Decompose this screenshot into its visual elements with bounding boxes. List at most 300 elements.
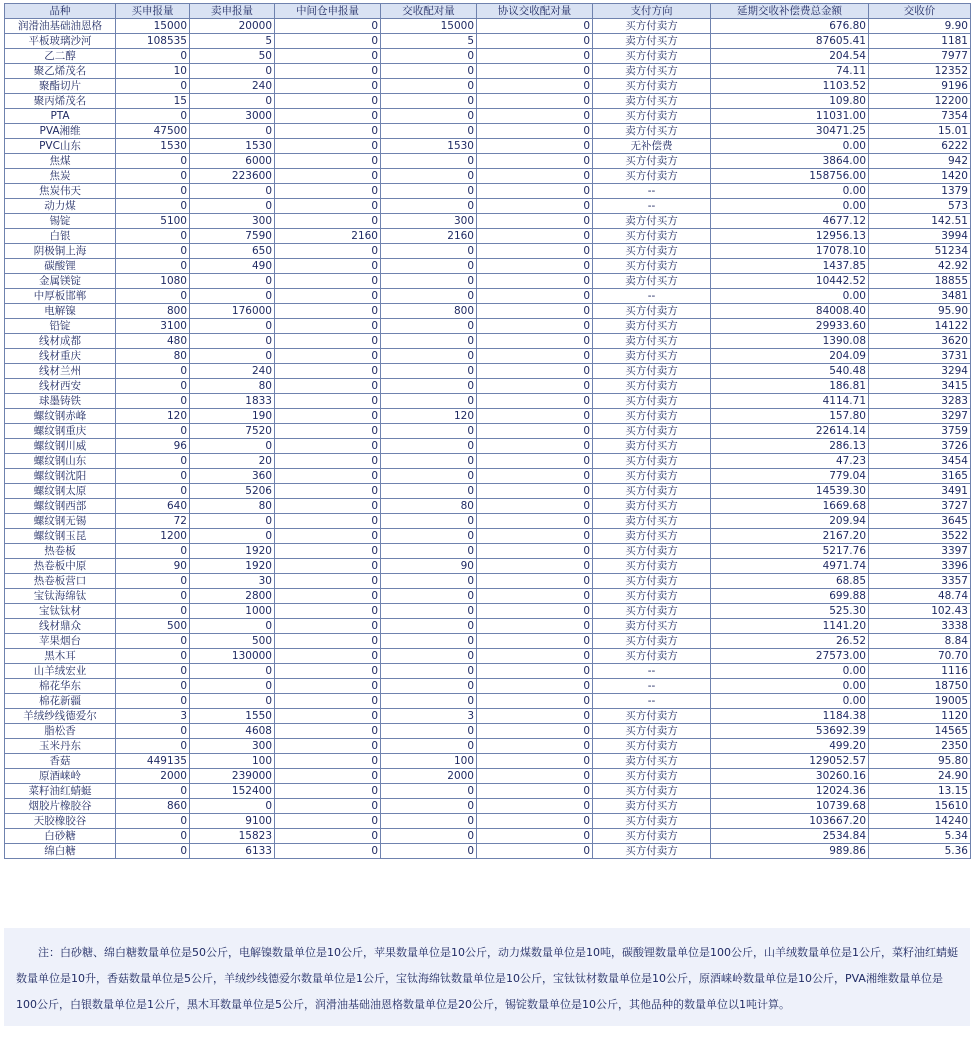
cell-delivery-price: 14122 (869, 319, 971, 334)
cell-sell-declared: 0 (190, 694, 275, 709)
cell-agreement-matched: 0 (477, 709, 593, 724)
cell-intermediate-declared: 0 (275, 499, 381, 514)
cell-compensation-total: 109.80 (711, 94, 869, 109)
cell-intermediate-declared: 0 (275, 484, 381, 499)
cell-variety: 阴极铜上海 (5, 244, 116, 259)
cell-sell-declared: 0 (190, 64, 275, 79)
cell-variety: PVC山东 (5, 139, 116, 154)
cell-delivery-matched: 0 (381, 829, 477, 844)
cell-compensation-total: 87605.41 (711, 34, 869, 49)
cell-delivery-matched: 0 (381, 694, 477, 709)
cell-delivery-matched: 0 (381, 784, 477, 799)
cell-intermediate-declared: 0 (275, 469, 381, 484)
cell-compensation-total: 1141.20 (711, 619, 869, 634)
cell-buy-declared: 47500 (116, 124, 190, 139)
cell-buy-declared: 860 (116, 799, 190, 814)
table-row (5, 154, 971, 169)
cell-agreement-matched: 0 (477, 634, 593, 649)
cell-buy-declared: 1530 (116, 139, 190, 154)
cell-compensation-total: 0.00 (711, 694, 869, 709)
cell-variety: 白砂糖 (5, 829, 116, 844)
cell-intermediate-declared: 0 (275, 709, 381, 724)
table-row (5, 484, 971, 499)
cell-payment-direction: 卖方付买方 (593, 274, 711, 289)
cell-delivery-price: 12352 (869, 64, 971, 79)
cell-delivery-price: 2350 (869, 739, 971, 754)
cell-agreement-matched: 0 (477, 544, 593, 559)
cell-compensation-total: 286.13 (711, 439, 869, 454)
cell-compensation-total: 1437.85 (711, 259, 869, 274)
cell-buy-declared: 0 (116, 724, 190, 739)
cell-delivery-matched: 0 (381, 844, 477, 859)
cell-sell-declared: 0 (190, 679, 275, 694)
cell-delivery-matched: 0 (381, 439, 477, 454)
cell-delivery-price: 15610 (869, 799, 971, 814)
table-row (5, 829, 971, 844)
cell-intermediate-declared: 0 (275, 394, 381, 409)
table-row (5, 589, 971, 604)
cell-buy-declared: 0 (116, 589, 190, 604)
cell-intermediate-declared: 0 (275, 124, 381, 139)
table-row (5, 649, 971, 664)
cell-sell-declared: 0 (190, 349, 275, 364)
cell-delivery-price: 102.43 (869, 604, 971, 619)
cell-buy-declared: 120 (116, 409, 190, 424)
cell-agreement-matched: 0 (477, 439, 593, 454)
cell-variety: 热卷板 (5, 544, 116, 559)
cell-delivery-price: 15.01 (869, 124, 971, 139)
cell-intermediate-declared: 0 (275, 814, 381, 829)
cell-variety: 原酒崃岭 (5, 769, 116, 784)
header-delivery-price: 交收价 (869, 4, 971, 19)
cell-variety: 菜籽油红蜻蜓 (5, 784, 116, 799)
table-row (5, 814, 971, 829)
cell-buy-declared: 449135 (116, 754, 190, 769)
cell-delivery-matched: 0 (381, 289, 477, 304)
header-delivery-matched: 交收配对量 (381, 4, 477, 19)
table-row (5, 139, 971, 154)
cell-agreement-matched: 0 (477, 184, 593, 199)
cell-delivery-matched: 0 (381, 544, 477, 559)
cell-compensation-total: 3864.00 (711, 154, 869, 169)
cell-agreement-matched: 0 (477, 814, 593, 829)
cell-buy-declared: 0 (116, 649, 190, 664)
cell-payment-direction: 买方付卖方 (593, 739, 711, 754)
cell-variety: 乙二醇 (5, 49, 116, 64)
cell-variety: 聚酯切片 (5, 79, 116, 94)
cell-variety: 山羊绒宏业 (5, 664, 116, 679)
cell-payment-direction: -- (593, 694, 711, 709)
cell-agreement-matched: 0 (477, 124, 593, 139)
table-row (5, 229, 971, 244)
cell-payment-direction: 买方付卖方 (593, 769, 711, 784)
cell-buy-declared: 0 (116, 634, 190, 649)
cell-delivery-matched: 0 (381, 469, 477, 484)
cell-payment-direction: 买方付卖方 (593, 484, 711, 499)
cell-buy-declared: 0 (116, 379, 190, 394)
cell-payment-direction: -- (593, 679, 711, 694)
cell-variety: 天胶橡胶谷 (5, 814, 116, 829)
cell-buy-declared: 0 (116, 289, 190, 304)
cell-delivery-price: 13.15 (869, 784, 971, 799)
cell-agreement-matched: 0 (477, 679, 593, 694)
cell-compensation-total: 27573.00 (711, 649, 869, 664)
cell-sell-declared: 7520 (190, 424, 275, 439)
cell-payment-direction: 买方付卖方 (593, 454, 711, 469)
cell-buy-declared: 0 (116, 844, 190, 859)
cell-variety: 玉米丹东 (5, 739, 116, 754)
cell-sell-declared: 300 (190, 214, 275, 229)
cell-buy-declared: 3100 (116, 319, 190, 334)
cell-intermediate-declared: 0 (275, 424, 381, 439)
cell-payment-direction: 买方付卖方 (593, 169, 711, 184)
cell-delivery-matched: 0 (381, 604, 477, 619)
table-row (5, 64, 971, 79)
cell-compensation-total: 30471.25 (711, 124, 869, 139)
cell-delivery-price: 42.92 (869, 259, 971, 274)
cell-intermediate-declared: 0 (275, 589, 381, 604)
cell-intermediate-declared: 0 (275, 529, 381, 544)
cell-variety: PVA湘维 (5, 124, 116, 139)
header-intermediate-declared: 中间仓申报量 (275, 4, 381, 19)
cell-intermediate-declared: 0 (275, 649, 381, 664)
cell-delivery-matched: 0 (381, 424, 477, 439)
table-row (5, 514, 971, 529)
table-row (5, 799, 971, 814)
cell-buy-declared: 1200 (116, 529, 190, 544)
cell-buy-declared: 0 (116, 199, 190, 214)
cell-compensation-total: 0.00 (711, 664, 869, 679)
cell-sell-declared: 0 (190, 184, 275, 199)
cell-variety: 线材兰州 (5, 364, 116, 379)
cell-payment-direction: 买方付卖方 (593, 709, 711, 724)
cell-sell-declared: 1833 (190, 394, 275, 409)
table-row (5, 199, 971, 214)
table-row (5, 544, 971, 559)
cell-payment-direction: 买方付卖方 (593, 814, 711, 829)
cell-intermediate-declared: 0 (275, 664, 381, 679)
cell-buy-declared: 2000 (116, 769, 190, 784)
cell-delivery-price: 3283 (869, 394, 971, 409)
cell-compensation-total: 14539.30 (711, 484, 869, 499)
cell-payment-direction: -- (593, 184, 711, 199)
cell-payment-direction: 无补偿费 (593, 139, 711, 154)
table-row (5, 454, 971, 469)
cell-buy-declared: 0 (116, 109, 190, 124)
table-row (5, 319, 971, 334)
table-row (5, 529, 971, 544)
table-row (5, 709, 971, 724)
cell-compensation-total: 10442.52 (711, 274, 869, 289)
header-payment-direction: 支付方向 (593, 4, 711, 19)
cell-agreement-matched: 0 (477, 244, 593, 259)
cell-delivery-price: 3727 (869, 499, 971, 514)
cell-compensation-total: 22614.14 (711, 424, 869, 439)
cell-buy-declared: 0 (116, 544, 190, 559)
cell-delivery-price: 19005 (869, 694, 971, 709)
table-row (5, 349, 971, 364)
cell-delivery-price: 3397 (869, 544, 971, 559)
cell-buy-declared: 0 (116, 574, 190, 589)
cell-delivery-matched: 0 (381, 619, 477, 634)
cell-intermediate-declared: 0 (275, 574, 381, 589)
cell-payment-direction: 买方付卖方 (593, 259, 711, 274)
cell-delivery-matched: 0 (381, 244, 477, 259)
cell-delivery-price: 6222 (869, 139, 971, 154)
cell-buy-declared: 0 (116, 169, 190, 184)
cell-payment-direction: -- (593, 289, 711, 304)
cell-buy-declared: 72 (116, 514, 190, 529)
cell-sell-declared: 100 (190, 754, 275, 769)
cell-compensation-total: 525.30 (711, 604, 869, 619)
table-row (5, 409, 971, 424)
cell-sell-declared: 0 (190, 664, 275, 679)
cell-delivery-matched: 0 (381, 154, 477, 169)
cell-agreement-matched: 0 (477, 349, 593, 364)
cell-intermediate-declared: 0 (275, 34, 381, 49)
cell-intermediate-declared: 0 (275, 64, 381, 79)
cell-compensation-total: 204.54 (711, 49, 869, 64)
table-row (5, 604, 971, 619)
cell-intermediate-declared: 0 (275, 379, 381, 394)
cell-compensation-total: 0.00 (711, 199, 869, 214)
cell-intermediate-declared: 0 (275, 274, 381, 289)
cell-payment-direction: 买方付卖方 (593, 829, 711, 844)
settlement-table (4, 3, 971, 859)
cell-intermediate-declared: 0 (275, 724, 381, 739)
cell-delivery-price: 24.90 (869, 769, 971, 784)
table-row (5, 499, 971, 514)
cell-payment-direction: 买方付卖方 (593, 544, 711, 559)
cell-agreement-matched: 0 (477, 694, 593, 709)
cell-delivery-matched: 0 (381, 64, 477, 79)
cell-delivery-matched: 0 (381, 379, 477, 394)
cell-intermediate-declared: 0 (275, 259, 381, 274)
cell-agreement-matched: 0 (477, 229, 593, 244)
cell-variety: 中厚板邯郸 (5, 289, 116, 304)
cell-variety: PTA (5, 109, 116, 124)
cell-agreement-matched: 0 (477, 784, 593, 799)
header-buy-declared: 买申报量 (116, 4, 190, 19)
cell-payment-direction: 买方付卖方 (593, 559, 711, 574)
cell-delivery-matched: 2000 (381, 769, 477, 784)
cell-payment-direction: 买方付卖方 (593, 649, 711, 664)
cell-sell-declared: 6000 (190, 154, 275, 169)
cell-intermediate-declared: 0 (275, 319, 381, 334)
cell-buy-declared: 500 (116, 619, 190, 634)
cell-delivery-price: 3454 (869, 454, 971, 469)
cell-intermediate-declared: 0 (275, 184, 381, 199)
cell-delivery-price: 3994 (869, 229, 971, 244)
cell-delivery-matched: 0 (381, 454, 477, 469)
cell-sell-declared: 0 (190, 334, 275, 349)
cell-compensation-total: 74.11 (711, 64, 869, 79)
cell-sell-declared: 300 (190, 739, 275, 754)
table-row (5, 784, 971, 799)
cell-compensation-total: 157.80 (711, 409, 869, 424)
cell-payment-direction: 买方付卖方 (593, 844, 711, 859)
cell-agreement-matched: 0 (477, 844, 593, 859)
cell-delivery-price: 14240 (869, 814, 971, 829)
cell-delivery-matched: 0 (381, 94, 477, 109)
cell-payment-direction: 买方付卖方 (593, 604, 711, 619)
cell-buy-declared: 0 (116, 814, 190, 829)
cell-buy-declared: 96 (116, 439, 190, 454)
table-row (5, 634, 971, 649)
cell-sell-declared: 0 (190, 274, 275, 289)
cell-buy-declared: 0 (116, 679, 190, 694)
cell-variety: 聚丙烯茂名 (5, 94, 116, 109)
cell-payment-direction: 买方付卖方 (593, 109, 711, 124)
cell-variety: 烟胶片橡胶谷 (5, 799, 116, 814)
cell-payment-direction: 买方付卖方 (593, 79, 711, 94)
cell-variety: 螺纹钢赤峰 (5, 409, 116, 424)
cell-delivery-price: 12200 (869, 94, 971, 109)
cell-delivery-matched: 0 (381, 679, 477, 694)
cell-payment-direction: 买方付卖方 (593, 424, 711, 439)
cell-agreement-matched: 0 (477, 754, 593, 769)
table-row (5, 754, 971, 769)
table-row (5, 469, 971, 484)
cell-payment-direction: 卖方付买方 (593, 334, 711, 349)
cell-compensation-total: 11031.00 (711, 109, 869, 124)
cell-delivery-matched: 80 (381, 499, 477, 514)
cell-payment-direction: 卖方付买方 (593, 94, 711, 109)
cell-buy-declared: 0 (116, 244, 190, 259)
cell-compensation-total: 0.00 (711, 184, 869, 199)
cell-agreement-matched: 0 (477, 274, 593, 289)
cell-payment-direction: 买方付卖方 (593, 379, 711, 394)
cell-buy-declared: 0 (116, 484, 190, 499)
cell-variety: 电解镍 (5, 304, 116, 319)
cell-delivery-matched: 0 (381, 124, 477, 139)
cell-delivery-matched: 1530 (381, 139, 477, 154)
cell-intermediate-declared: 0 (275, 349, 381, 364)
table-row (5, 304, 971, 319)
cell-variety: 苹果烟台 (5, 634, 116, 649)
table-row (5, 49, 971, 64)
table-row (5, 724, 971, 739)
cell-compensation-total: 103667.20 (711, 814, 869, 829)
cell-buy-declared: 80 (116, 349, 190, 364)
cell-delivery-matched: 0 (381, 574, 477, 589)
cell-delivery-price: 48.74 (869, 589, 971, 604)
cell-compensation-total: 0.00 (711, 139, 869, 154)
cell-delivery-matched: 0 (381, 109, 477, 124)
cell-delivery-matched: 0 (381, 814, 477, 829)
cell-sell-declared: 4608 (190, 724, 275, 739)
cell-variety: 铅锭 (5, 319, 116, 334)
cell-intermediate-declared: 0 (275, 604, 381, 619)
cell-sell-declared: 1920 (190, 544, 275, 559)
cell-variety: 香菇 (5, 754, 116, 769)
cell-buy-declared: 1080 (116, 274, 190, 289)
cell-buy-declared: 5100 (116, 214, 190, 229)
cell-intermediate-declared: 2160 (275, 229, 381, 244)
cell-payment-direction: 买方付卖方 (593, 634, 711, 649)
cell-compensation-total: 47.23 (711, 454, 869, 469)
cell-payment-direction: 卖方付买方 (593, 124, 711, 139)
cell-sell-declared: 20000 (190, 19, 275, 34)
cell-compensation-total: 0.00 (711, 289, 869, 304)
cell-intermediate-declared: 0 (275, 514, 381, 529)
cell-agreement-matched: 0 (477, 154, 593, 169)
cell-sell-declared: 80 (190, 499, 275, 514)
table-row (5, 124, 971, 139)
cell-agreement-matched: 0 (477, 664, 593, 679)
cell-delivery-matched: 0 (381, 259, 477, 274)
cell-agreement-matched: 0 (477, 574, 593, 589)
cell-delivery-price: 1181 (869, 34, 971, 49)
cell-agreement-matched: 0 (477, 484, 593, 499)
cell-delivery-matched: 0 (381, 364, 477, 379)
cell-sell-declared: 0 (190, 529, 275, 544)
cell-sell-declared: 0 (190, 124, 275, 139)
cell-buy-declared: 0 (116, 424, 190, 439)
cell-buy-declared: 0 (116, 184, 190, 199)
cell-delivery-price: 8.84 (869, 634, 971, 649)
cell-delivery-price: 3415 (869, 379, 971, 394)
cell-delivery-matched: 100 (381, 754, 477, 769)
cell-delivery-matched: 0 (381, 349, 477, 364)
cell-payment-direction: 卖方付买方 (593, 754, 711, 769)
cell-delivery-price: 1379 (869, 184, 971, 199)
table-row (5, 34, 971, 49)
cell-sell-declared: 176000 (190, 304, 275, 319)
cell-agreement-matched: 0 (477, 169, 593, 184)
cell-agreement-matched: 0 (477, 214, 593, 229)
cell-delivery-matched: 0 (381, 319, 477, 334)
cell-buy-declared: 0 (116, 394, 190, 409)
cell-delivery-matched: 0 (381, 484, 477, 499)
cell-buy-declared: 0 (116, 829, 190, 844)
cell-agreement-matched: 0 (477, 799, 593, 814)
cell-delivery-matched: 15000 (381, 19, 477, 34)
table-row (5, 844, 971, 859)
cell-sell-declared: 240 (190, 79, 275, 94)
cell-variety: 宝钛钛材 (5, 604, 116, 619)
cell-delivery-price: 14565 (869, 724, 971, 739)
cell-buy-declared: 0 (116, 229, 190, 244)
cell-buy-declared: 0 (116, 364, 190, 379)
cell-delivery-price: 573 (869, 199, 971, 214)
cell-buy-declared: 0 (116, 49, 190, 64)
cell-delivery-matched: 90 (381, 559, 477, 574)
cell-variety: 羊绒纱线德爱尔 (5, 709, 116, 724)
cell-compensation-total: 10739.68 (711, 799, 869, 814)
cell-intermediate-declared: 0 (275, 844, 381, 859)
cell-compensation-total: 1184.38 (711, 709, 869, 724)
cell-sell-declared: 190 (190, 409, 275, 424)
cell-payment-direction: 买方付卖方 (593, 154, 711, 169)
cell-intermediate-declared: 0 (275, 754, 381, 769)
cell-payment-direction: 卖方付买方 (593, 529, 711, 544)
cell-delivery-price: 142.51 (869, 214, 971, 229)
cell-intermediate-declared: 0 (275, 19, 381, 34)
cell-delivery-price: 95.80 (869, 754, 971, 769)
cell-delivery-matched: 0 (381, 49, 477, 64)
cell-delivery-matched: 5 (381, 34, 477, 49)
cell-payment-direction: 买方付卖方 (593, 229, 711, 244)
table-row (5, 244, 971, 259)
cell-payment-direction: 卖方付买方 (593, 319, 711, 334)
cell-payment-direction: 买方付卖方 (593, 784, 711, 799)
cell-delivery-matched: 300 (381, 214, 477, 229)
cell-compensation-total: 30260.16 (711, 769, 869, 784)
cell-agreement-matched: 0 (477, 379, 593, 394)
cell-delivery-price: 18750 (869, 679, 971, 694)
cell-sell-declared: 5206 (190, 484, 275, 499)
